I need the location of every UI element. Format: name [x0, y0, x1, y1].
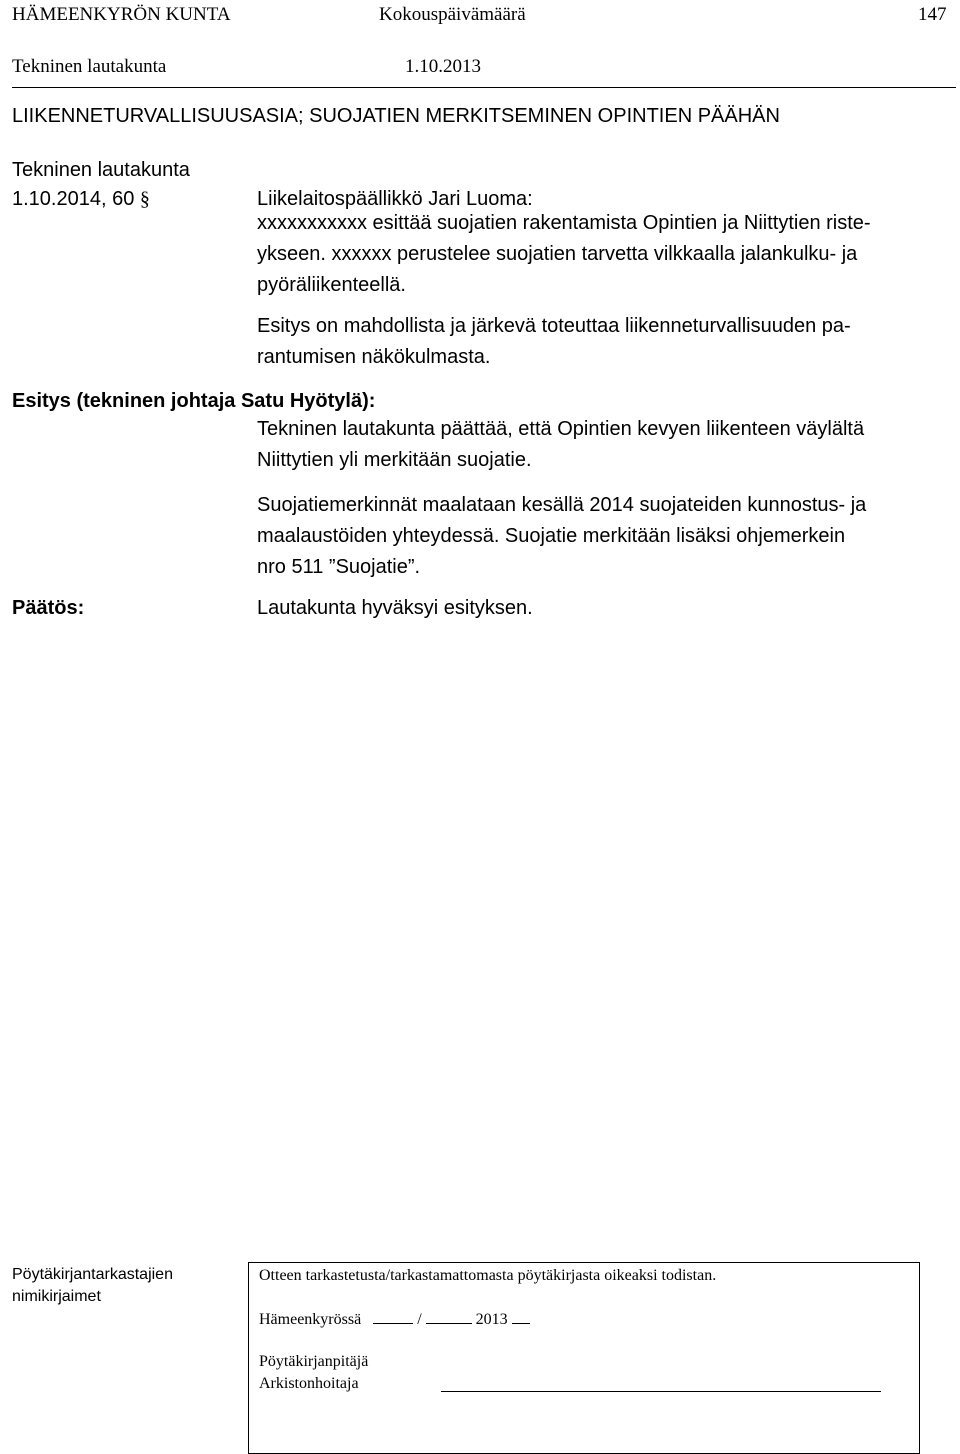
reviewer-initials-label-2: nimikirjaimet [12, 1288, 101, 1305]
archivist: Arkistonhoitaja [259, 1375, 359, 1392]
proposal-label: Esitys (tekninen johtaja Satu Hyötylä): [12, 390, 376, 412]
month-blank [426, 1309, 472, 1324]
place-name: Hämeenkyrössä [259, 1311, 362, 1328]
preparer: Liikelaitospäällikkö Jari Luoma: [257, 188, 533, 210]
decision-label: Päätös: [12, 597, 85, 619]
place-date-line [259, 1309, 530, 1329]
signature-line [441, 1391, 881, 1392]
organization-name: HÄMEENKYRÖN KUNTA [12, 4, 231, 25]
prior-body: Tekninen lautakunta [12, 159, 190, 181]
certification-text: Otteen tarkastetusta/tarkastamattomasta pöytäkirjasta oikeaksi todistan. [259, 1267, 717, 1284]
document-type: Kokouspäivämäärä [379, 4, 526, 25]
proposal-paragraph-1 [257, 414, 864, 476]
footer-year: 2013 [475, 1311, 508, 1328]
minutes-keeper: Pöytäkirjanpitäjä [259, 1353, 369, 1370]
proposal-line: Tekninen lautakunta päättää, että Opintien kevyen liikenteen väylältä [257, 418, 865, 440]
prior-reference [12, 184, 150, 215]
decision-text: Lautakunta hyväksyi esityksen. [257, 597, 533, 619]
paragraph-1-line: xxxxxxxxxxx esittää suojatien rakentamista Opintien ja Niittytien riste- [257, 212, 871, 234]
proposal-paragraph-2 [257, 490, 866, 583]
meeting-date: 1.10.2013 [405, 56, 481, 77]
committee-name: Tekninen lautakunta [12, 56, 167, 77]
header-divider [12, 87, 956, 88]
paragraph-1-line: pyöräliikenteellä. [257, 274, 406, 296]
paragraph-2-line: Esitys on mahdollista ja järkevä toteuttaa liikenneturvallisuuden pa- [257, 315, 851, 337]
page-number: 147 [918, 4, 947, 25]
year-blank [512, 1309, 530, 1324]
proposal-line: Suojatiemerkinnät maalataan kesällä 2014 suojateiden kunnostus- ja [257, 494, 867, 516]
day-blank [373, 1309, 413, 1324]
prior-ref-text: 1.10.2014, 60 [12, 188, 135, 210]
proposal-line: maalaustöiden yhteydessä. Suojatie merkitään lisäksi ohjemerkein [257, 525, 846, 547]
section-symbol: § [139, 188, 150, 210]
date-slash: / [417, 1311, 422, 1328]
paragraph-2-line: rantumisen näkökulmasta. [257, 346, 491, 368]
paragraph-1 [257, 208, 871, 301]
item-title: LIIKENNETURVALLISUUSASIA; SUOJATIEN MERKITSEMINEN OPINTIEN PÄÄHÄN [12, 105, 780, 127]
proposal-line: nro 511 ”Suojatie”. [257, 556, 421, 578]
footer-left-divider [248, 1262, 249, 1452]
proposal-line: Niittytien yli merkitään suojatie. [257, 449, 532, 471]
reviewer-initials-label-1: Pöytäkirjantarkastajien [12, 1266, 173, 1283]
paragraph-2 [257, 311, 851, 373]
paragraph-1-line: ykseen. xxxxxx perustelee suojatien tarvetta vilkkaalla jalankulku- ja [257, 243, 858, 265]
